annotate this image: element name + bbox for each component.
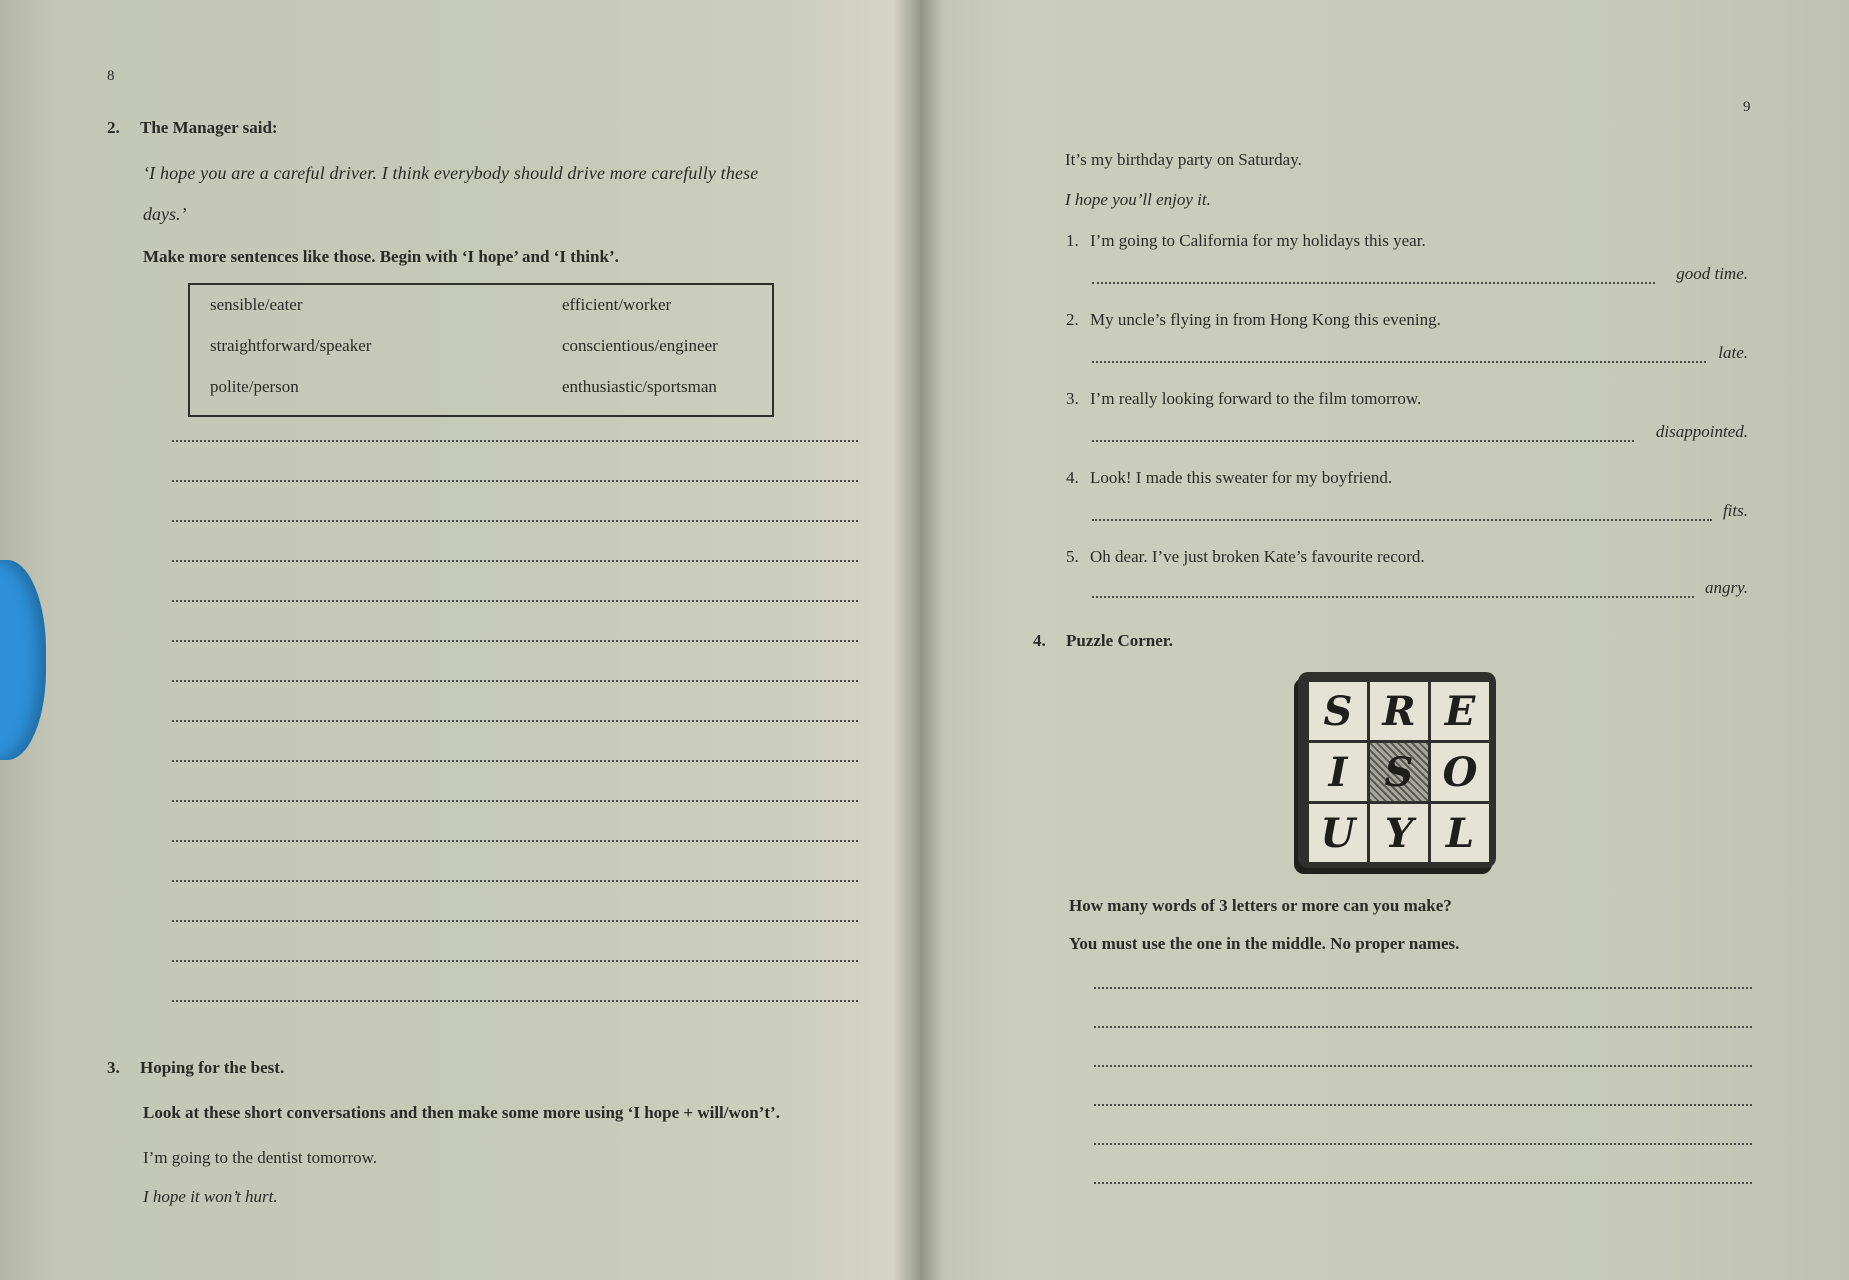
answer-line[interactable] <box>172 760 858 762</box>
exercise-2-quote-line1: ‘I hope you are a careful driver. I think everybody should drive more carefully these <box>143 163 759 183</box>
letter-puzzle-grid <box>1298 672 1496 868</box>
page-number-right: 9 <box>1743 99 1751 115</box>
answer-line[interactable] <box>1092 596 1694 598</box>
word-item: efficient/worker <box>562 295 672 314</box>
exercise-3-example-reply: I hope it won’t hurt. <box>143 1187 278 1206</box>
word-item: enthusiastic/sportsman <box>562 377 717 396</box>
puzzle-question-1: How many words of 3 letters or more can you make? <box>1069 896 1452 915</box>
word-item: conscientious/engineer <box>562 336 718 355</box>
answer-line[interactable] <box>172 800 858 802</box>
word-item: sensible/eater <box>210 295 303 314</box>
exercise-4-number: 4. <box>1033 631 1046 650</box>
example-line: It’s my birthday party on Saturday. <box>1065 150 1302 169</box>
answer-line[interactable] <box>1094 1143 1752 1145</box>
answer-line[interactable] <box>172 960 858 962</box>
item-prompt: I’m going to California for my holidays this year. <box>1090 231 1426 250</box>
answer-line[interactable] <box>172 520 858 522</box>
answer-line[interactable] <box>172 1000 858 1002</box>
answer-line[interactable] <box>1094 1104 1752 1106</box>
puzzle-letter: O <box>1431 743 1489 801</box>
puzzle-question-2: You must use the one in the middle. No proper names. <box>1069 934 1460 953</box>
exercise-2-quote-line2: days.’ <box>143 204 187 224</box>
item-number: 5. <box>1066 547 1079 566</box>
answer-line[interactable] <box>1092 361 1706 363</box>
item-cue: fits. <box>1722 501 1748 520</box>
answer-line[interactable] <box>1092 282 1655 284</box>
exercise-3-title: Hoping for the best. <box>140 1058 285 1077</box>
answer-line[interactable] <box>172 600 858 602</box>
word-item: polite/person <box>210 377 299 396</box>
exercise-3-instruction: Look at these short conversations and then make some more using ‘I hope + will/won’t’. <box>143 1103 780 1122</box>
puzzle-letter: U <box>1309 804 1367 862</box>
answer-line[interactable] <box>1092 440 1634 442</box>
item-number: 3. <box>1066 389 1079 408</box>
word-item: straightforward/speaker <box>210 336 372 355</box>
puzzle-center-letter: S <box>1370 743 1428 801</box>
right-page <box>920 0 1849 1280</box>
answer-line[interactable] <box>172 920 858 922</box>
answer-line[interactable] <box>1094 987 1752 989</box>
answer-line[interactable] <box>1094 1182 1752 1184</box>
answer-line[interactable] <box>172 640 858 642</box>
answer-line[interactable] <box>1092 519 1712 521</box>
item-cue: good time. <box>1676 264 1748 283</box>
answer-line[interactable] <box>1094 1026 1752 1028</box>
answer-line[interactable] <box>172 880 858 882</box>
exercise-2-title: The Manager said: <box>140 118 278 137</box>
puzzle-letter: S <box>1309 682 1367 740</box>
item-prompt: My uncle’s flying in from Hong Kong this evening. <box>1090 310 1441 329</box>
puzzle-letter: Y <box>1370 804 1428 862</box>
exercise-3-number: 3. <box>107 1058 120 1077</box>
example-reply: I hope you’ll enjoy it. <box>1065 190 1211 209</box>
answer-line[interactable] <box>172 440 858 442</box>
page-number-left: 8 <box>107 68 115 84</box>
word-box <box>188 283 774 417</box>
answer-line[interactable] <box>1094 1065 1752 1067</box>
item-cue: angry. <box>1705 578 1748 597</box>
exercise-2-instruction: Make more sentences like those. Begin with ‘I hope’ and ‘I think’. <box>143 247 619 266</box>
answer-line[interactable] <box>172 480 858 482</box>
answer-line[interactable] <box>172 840 858 842</box>
exercise-3-example-line: I’m going to the dentist tomorrow. <box>143 1148 378 1167</box>
answer-line[interactable] <box>172 720 858 722</box>
item-number: 2. <box>1066 310 1079 329</box>
blue-binder-clip <box>0 560 46 760</box>
item-number: 4. <box>1066 468 1079 487</box>
puzzle-letter: I <box>1309 743 1367 801</box>
answer-line[interactable] <box>172 560 858 562</box>
answer-line[interactable] <box>172 680 858 682</box>
puzzle-letter: L <box>1431 804 1489 862</box>
item-number: 1. <box>1066 231 1079 250</box>
puzzle-letter: E <box>1431 682 1489 740</box>
item-cue: disappointed. <box>1655 422 1748 441</box>
item-prompt: Oh dear. I’ve just broken Kate’s favourite record. <box>1090 547 1425 566</box>
item-cue: late. <box>1718 343 1748 362</box>
item-prompt: Look! I made this sweater for my boyfriend. <box>1090 468 1393 487</box>
puzzle-letter: R <box>1370 682 1428 740</box>
item-prompt: I’m really looking forward to the film tomorrow. <box>1090 389 1422 408</box>
exercise-4-title: Puzzle Corner. <box>1066 631 1174 650</box>
left-page <box>0 0 920 1280</box>
exercise-2-number: 2. <box>107 118 120 137</box>
